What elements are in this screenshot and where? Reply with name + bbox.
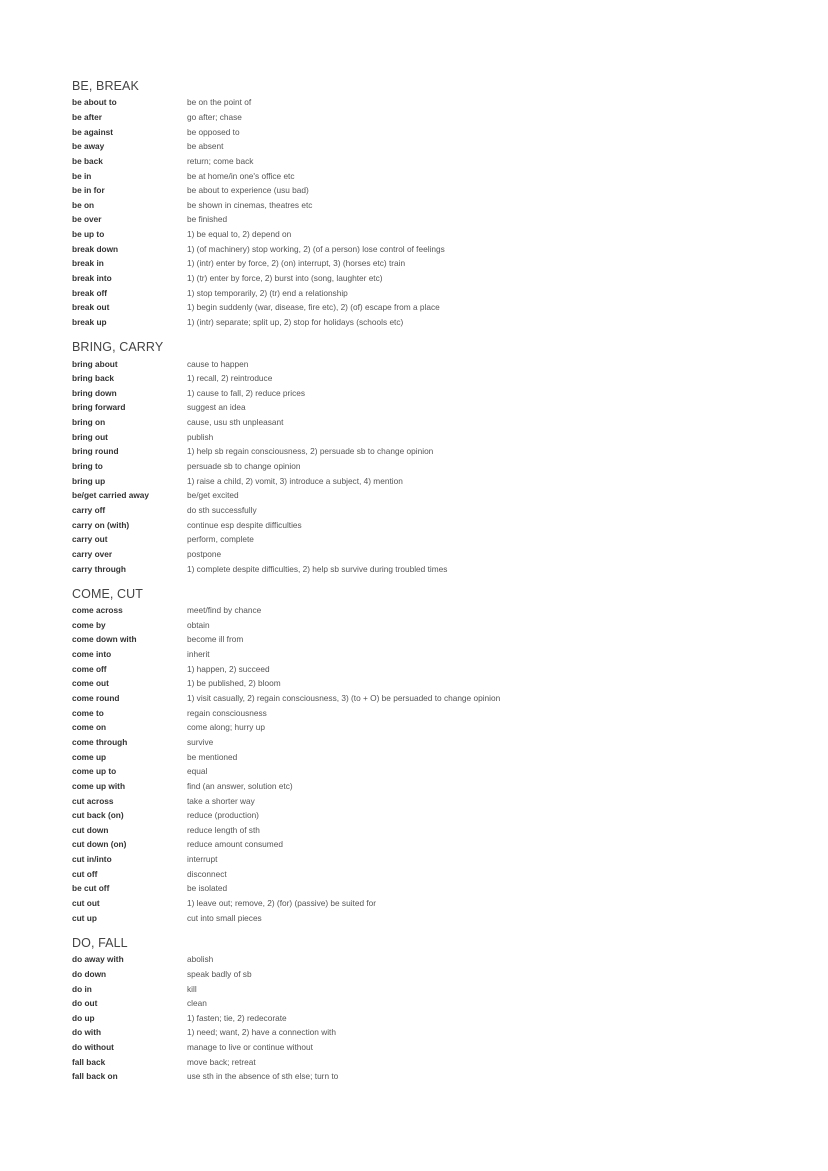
definition: disconnect: [187, 868, 227, 879]
phrasal-verb-term: bring back: [72, 373, 114, 384]
phrasal-verb-term: come on: [72, 722, 107, 733]
phrasal-verb-term: carry on (with): [72, 519, 130, 530]
definition: be finished: [187, 214, 228, 225]
phrasal-verb-term: be about to: [72, 97, 117, 108]
phrasal-verb-term: cut down: [72, 824, 109, 835]
entry-row: [72, 1069, 772, 1084]
definition: cause, usu sth unpleasant: [187, 417, 284, 428]
entry-row: [72, 415, 772, 430]
entry-row: [72, 503, 772, 518]
entry-row: [72, 910, 772, 925]
phrasal-verb-term: be in for: [72, 185, 105, 196]
definition: cause to happen: [187, 358, 249, 369]
entry-row: [72, 444, 772, 459]
entry-row: [72, 632, 772, 647]
entry-row: [72, 183, 772, 198]
phrasal-verb-term: cut down (on): [72, 839, 127, 850]
entry-row: [72, 866, 772, 881]
definition: become ill from: [187, 634, 244, 645]
entry-row: [72, 429, 772, 444]
definition: reduce (production): [187, 810, 259, 821]
definition: survive: [187, 736, 214, 747]
entry-row: [72, 996, 772, 1011]
phrasal-verb-term: break down: [72, 243, 119, 254]
phrasal-verb-term: do away with: [72, 954, 124, 965]
phrasal-verb-term: cut out: [72, 897, 100, 908]
phrasal-verb-term: come to: [72, 707, 104, 718]
definition: 1) cause to fall, 2) reduce prices: [187, 387, 306, 398]
entry-row: [72, 1054, 772, 1069]
phrasal-verb-term: bring down: [72, 387, 117, 398]
definition: be isolated: [187, 883, 228, 894]
entry-row: [72, 661, 772, 676]
entry-row: [72, 300, 772, 315]
phrasal-verb-term: come round: [72, 693, 120, 704]
entry-row: [72, 371, 772, 386]
definition: 1) visit casually, 2) regain consciousness, 3) (to + O) be persuaded to change opinion: [187, 693, 501, 704]
definition: 1) (of machinery) stop working, 2) (of a person) lose control of feelings: [187, 243, 445, 254]
definition: do sth successfully: [187, 504, 257, 515]
phrasal-verb-term: cut up: [72, 912, 97, 923]
phrasal-verb-term: come up to: [72, 766, 117, 777]
entry-row: [72, 473, 772, 488]
definition: inherit: [187, 649, 210, 660]
entry-row: [72, 110, 772, 125]
phrasal-verb-term: carry out: [72, 534, 108, 545]
entry-row: [72, 271, 772, 286]
definition: reduce length of sth: [187, 824, 260, 835]
definition: kill: [187, 983, 197, 994]
definition: 1) raise a child, 2) vomit, 3) introduce a subject, 4) mention: [187, 475, 403, 486]
entry-row: [72, 256, 772, 271]
definition: be shown in cinemas, theatres etc: [187, 199, 313, 210]
phrasal-verb-term: come out: [72, 678, 109, 689]
phrasal-verb-term: break in: [72, 258, 104, 269]
definition: publish: [187, 431, 214, 442]
definition: take a shorter way: [187, 795, 255, 806]
definition: continue esp despite difficulties: [187, 519, 302, 530]
phrasal-verb-term: do down: [72, 968, 107, 979]
phrasal-verb-term: break up: [72, 316, 107, 327]
entry-row: [72, 139, 772, 154]
entry-row: [72, 1040, 772, 1055]
phrasal-verb-term: be back: [72, 155, 103, 166]
entry-row: [72, 95, 772, 110]
phrasal-verb-term: do up: [72, 1012, 95, 1023]
definition: be at home/in one's office etc: [187, 170, 295, 181]
entry-row: [72, 532, 772, 547]
phrasal-verb-term: bring round: [72, 446, 119, 457]
entry-row: [72, 561, 772, 576]
entry-row: [72, 241, 772, 256]
entry-row: [72, 212, 772, 227]
definition: 1) fasten; tie, 2) redecorate: [187, 1012, 287, 1023]
entry-row: [72, 356, 772, 371]
entry-row: [72, 822, 772, 837]
phrasal-verb-term: come across: [72, 605, 123, 616]
definition: 1) (tr) enter by force, 2) burst into (song, laughter etc): [187, 273, 383, 283]
definition: 1) (intr) enter by force, 2) (on) interrupt, 3) (horses etc) train: [187, 258, 406, 269]
definition: be about to experience (usu bad): [187, 185, 309, 196]
section: [72, 78, 772, 329]
phrasal-verbs-document: [72, 78, 772, 1094]
definition: speak badly of sb: [187, 968, 252, 979]
definition: meet/find by chance: [187, 605, 262, 616]
definition: persuade sb to change opinion: [187, 461, 301, 472]
section-title: DO, FALL: [72, 935, 128, 950]
phrasal-verb-term: come through: [72, 736, 128, 747]
phrasal-verb-term: fall back: [72, 1056, 106, 1067]
entry-row: [72, 896, 772, 911]
definition: use sth in the absence of sth else; turn to: [187, 1071, 339, 1082]
phrasal-verb-term: cut off: [72, 868, 98, 879]
entry-row: [72, 764, 772, 779]
entry-row: [72, 981, 772, 996]
entry-row: [72, 459, 772, 474]
entry-row: [72, 837, 772, 852]
phrasal-verb-term: cut across: [72, 795, 114, 806]
entry-row: [72, 400, 772, 415]
section: [72, 339, 772, 576]
phrasal-verb-term: carry over: [72, 548, 113, 559]
entry-row: [72, 967, 772, 982]
entry-row: [72, 197, 772, 212]
definition: 1) leave out; remove, 2) (for) (passive) be suited for: [187, 897, 377, 908]
definition: be opposed to: [187, 126, 240, 137]
definition: find (an answer, solution etc): [187, 780, 293, 791]
entry-row: [72, 1011, 772, 1026]
definition: return; come back: [187, 155, 254, 166]
entry-row: [72, 227, 772, 242]
phrasal-verb-term: be/get carried away: [72, 490, 150, 501]
entry-row: [72, 779, 772, 794]
definition: reduce amount consumed: [187, 839, 283, 850]
entry-row: [72, 1025, 772, 1040]
definition: 1) be equal to, 2) depend on: [187, 229, 292, 240]
phrasal-verb-term: come into: [72, 649, 112, 660]
entry-row: [72, 168, 772, 183]
entry-row: [72, 488, 772, 503]
definition: 1) begin suddenly (war, disease, fire etc), 2) (of) escape from a place: [187, 302, 440, 313]
section-title: COME, CUT: [72, 586, 144, 601]
phrasal-verb-term: come up: [72, 751, 107, 762]
phrasal-verb-term: carry through: [72, 563, 126, 574]
entry-row: [72, 881, 772, 896]
definition: be absent: [187, 141, 224, 152]
phrasal-verb-term: break into: [72, 273, 112, 283]
definition: equal: [187, 766, 208, 777]
phrasal-verb-term: come down with: [72, 634, 137, 645]
section: [72, 935, 772, 1084]
definition: cut into small pieces: [187, 912, 262, 923]
entry-row: [72, 315, 772, 330]
definition: interrupt: [187, 854, 218, 865]
entry-row: [72, 547, 772, 562]
phrasal-verb-term: do out: [72, 998, 98, 1009]
definition: perform, complete: [187, 534, 254, 545]
definition: 1) need; want, 2) have a connection with: [187, 1027, 336, 1038]
phrasal-verb-term: break out: [72, 302, 110, 313]
phrasal-verb-term: be up to: [72, 229, 105, 240]
phrasal-verb-term: bring out: [72, 431, 108, 442]
entry-row: [72, 285, 772, 300]
phrasal-verb-term: do with: [72, 1027, 102, 1038]
definition: 1) complete despite difficulties, 2) help sb survive during troubled times: [187, 563, 448, 574]
entry-row: [72, 952, 772, 967]
entry-row: [72, 735, 772, 750]
phrasal-verb-term: cut in/into: [72, 854, 112, 865]
entry-row: [72, 603, 772, 618]
entry-row: [72, 808, 772, 823]
entry-row: [72, 386, 772, 401]
definition: abolish: [187, 954, 214, 965]
phrasal-verb-term: carry off: [72, 504, 106, 515]
entry-row: [72, 517, 772, 532]
phrasal-verb-term: come by: [72, 619, 106, 630]
definition: clean: [187, 998, 207, 1009]
entry-row: [72, 124, 772, 139]
definition: 1) help sb regain consciousness, 2) persuade sb to change opinion: [187, 446, 434, 457]
phrasal-verb-term: be away: [72, 141, 105, 152]
definition: be mentioned: [187, 751, 238, 762]
definition: regain consciousness: [187, 707, 267, 718]
entry-row: [72, 705, 772, 720]
phrasal-verb-term: do without: [72, 1042, 114, 1053]
definition: come along; hurry up: [187, 722, 265, 733]
phrasal-verb-term: fall back on: [72, 1071, 118, 1082]
phrasal-verb-term: be on: [72, 199, 95, 210]
definition: 1) recall, 2) reintroduce: [187, 373, 273, 384]
phrasal-verb-term: cut back (on): [72, 810, 124, 821]
phrasal-verb-term: be after: [72, 111, 102, 122]
phrasal-verb-term: be against: [72, 126, 114, 137]
definition: manage to live or continue without: [187, 1042, 313, 1053]
definition: be/get excited: [187, 490, 239, 501]
section: [72, 586, 772, 925]
entry-row: [72, 720, 772, 735]
phrasal-verb-term: be cut off: [72, 883, 110, 894]
section-title: BE, BREAK: [72, 79, 139, 93]
definition: 1) be published, 2) bloom: [187, 678, 281, 689]
section-title: BRING, CARRY: [72, 340, 164, 355]
definition: suggest an idea: [187, 402, 246, 413]
phrasal-verb-term: be in: [72, 170, 92, 181]
entry-row: [72, 852, 772, 867]
entry-row: [72, 618, 772, 633]
definition: move back; retreat: [187, 1056, 256, 1067]
definition: go after; chase: [187, 111, 242, 122]
entry-row: [72, 793, 772, 808]
phrasal-verb-term: bring about: [72, 358, 118, 369]
phrasal-verb-term: bring on: [72, 417, 106, 428]
definition: 1) happen, 2) succeed: [187, 663, 270, 674]
definition: 1) (intr) separate; split up, 2) stop for holidays (schools etc): [187, 316, 404, 327]
phrasal-verb-term: break off: [72, 287, 108, 298]
definition: 1) stop temporarily, 2) (tr) end a relationship: [187, 287, 348, 298]
phrasal-verb-term: do in: [72, 983, 92, 994]
phrasal-verb-term: be over: [72, 214, 102, 225]
entry-row: [72, 691, 772, 706]
definition: be on the point of: [187, 97, 252, 108]
phrasal-verb-term: come up with: [72, 780, 126, 791]
entry-row: [72, 647, 772, 662]
definition: obtain: [187, 619, 210, 630]
entry-row: [72, 749, 772, 764]
phrasal-verb-term: bring up: [72, 475, 106, 486]
definition: postpone: [187, 548, 222, 559]
phrasal-verb-term: bring forward: [72, 402, 126, 413]
phrasal-verb-term: bring to: [72, 461, 103, 472]
phrasal-verb-term: come off: [72, 663, 107, 674]
entry-row: [72, 676, 772, 691]
entry-row: [72, 154, 772, 169]
